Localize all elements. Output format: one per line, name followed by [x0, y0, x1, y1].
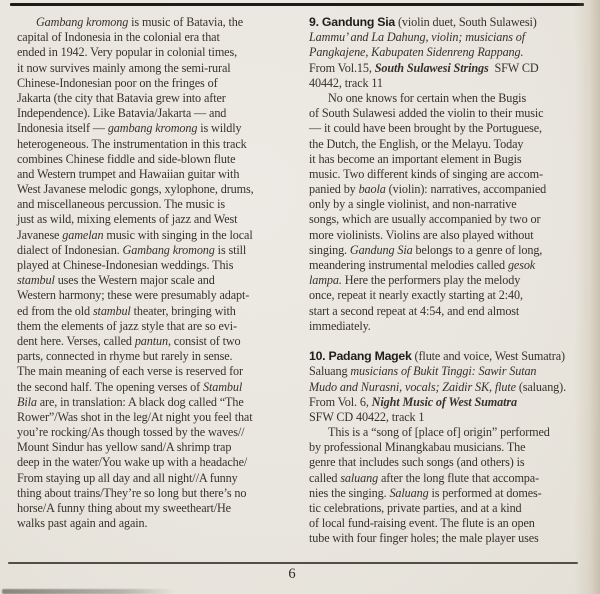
text-run: parts, connected in rhyme but rarely in sense.: [17, 349, 233, 364]
text-line: [309, 228, 597, 243]
text-run: Pangkajene, Kabupaten Sidenreng Rappang.: [309, 45, 524, 60]
text-run: tic celebrations, private parties, and at a kind: [309, 501, 522, 515]
text-run: belongs to a genre of long,: [412, 242, 543, 257]
text-run: — it could have been brought by the Portuguese,: [309, 121, 542, 136]
text-run: gamelan: [62, 227, 104, 242]
text-run: Chinese-Indonesian poor on the fringes of: [17, 75, 218, 90]
text-run: deep in the water/You wake up with a headache/: [17, 455, 248, 470]
text-line: [309, 258, 597, 273]
text-run: of local fund-raising event. The flute is an open: [309, 516, 535, 531]
text-line: [309, 501, 597, 516]
text-line: [17, 516, 289, 531]
text-run: (saluang).: [515, 379, 567, 394]
footer-rule: [8, 562, 578, 564]
text-run: Mount Sindur has yellow sand/A shrimp trap: [17, 440, 232, 455]
text-run: Independence). Like Batavia/Jakarta — and: [17, 106, 227, 121]
text-run: heterogeneous. The instrumentation in this track: [17, 136, 247, 151]
text-run: it has become an important element in Bugis: [309, 151, 522, 166]
text-line: [17, 501, 289, 516]
text-line: [17, 76, 289, 91]
text-run: them the elements of jazz style that are so evi-: [17, 318, 237, 333]
text-line: [17, 395, 289, 410]
text-line: [309, 471, 597, 486]
text-run: Bila: [17, 394, 37, 409]
text-run: This is a “song of [place of] origin” performed: [328, 425, 550, 440]
text-run: played at Chinese-Indonesian weddings. This: [17, 258, 234, 272]
text-line: [309, 243, 597, 258]
page-number: 6: [288, 566, 296, 582]
text-line: [17, 121, 289, 136]
text-run: SFW CD 40422, track 1: [309, 409, 425, 424]
text-run: it now survives mainly among the semi-rural: [17, 60, 231, 75]
text-run: horse/A funny thing about my sweetheart/He: [17, 501, 231, 515]
text-run: nies the singing.: [309, 485, 390, 500]
text-run: Gambang kromong: [36, 15, 129, 29]
text-run: ed from the old: [17, 303, 93, 318]
text-run: are, in translation: A black dog called “The: [36, 394, 244, 409]
text-run: baola: [358, 182, 386, 197]
text-line: [17, 182, 289, 197]
text-run: Here the performers play the melody: [341, 273, 521, 288]
text-line: [309, 212, 597, 227]
text-line: [17, 364, 289, 379]
text-line: [17, 15, 289, 30]
text-run: genre that includes such songs (and others) is: [309, 455, 525, 470]
text-run: combines Chinese fiddle and side-blown flute: [17, 151, 236, 166]
text-line: [309, 91, 597, 106]
text-line: [17, 167, 289, 182]
text-line: [309, 76, 597, 91]
text-line: [17, 212, 289, 227]
text-run: once, repeat it nearly exactly starting at 2:40,: [309, 288, 523, 303]
text-run: is still: [214, 242, 247, 257]
text-run: Night Music of West Sumatra: [371, 394, 517, 409]
text-run: stambul: [17, 273, 55, 288]
text-line: [309, 349, 597, 364]
text-line: [309, 15, 597, 30]
text-line: [309, 440, 597, 455]
text-run: SFW CD: [488, 60, 539, 75]
text-run: Stambul: [202, 379, 243, 394]
text-run: The main meaning of each verse is reserved for: [17, 364, 243, 379]
text-line: [309, 121, 597, 136]
text-run: is wildly: [197, 121, 242, 136]
top-rule: [10, 3, 584, 6]
text-line: [17, 30, 289, 45]
text-line: [309, 364, 597, 379]
text-line: [309, 288, 597, 303]
text-line: [309, 182, 597, 197]
text-run: more violinists. Violins are also played without: [309, 227, 534, 242]
text-run: songs, which are usually accompanied by two or: [309, 212, 541, 227]
text-line: [309, 167, 597, 182]
text-run: Javanese: [17, 227, 63, 242]
blank-line: [309, 334, 597, 349]
text-run: walks past again and again.: [17, 516, 148, 531]
text-run: music with singing in the local: [103, 227, 253, 242]
text-line: [309, 273, 597, 288]
track-heading-text: 10. Padang Magek: [309, 349, 412, 364]
scan-edge-shadow: [2, 589, 174, 594]
text-line: [309, 304, 597, 319]
text-run: of South Sulawesi added the violin to their music: [309, 106, 544, 121]
text-run: the Dutch, the English, or the Melayu. Today: [309, 136, 524, 151]
right-column: [309, 15, 597, 547]
text-line: [309, 455, 597, 470]
text-run: is performed at domes-: [428, 485, 542, 500]
text-run: musicians of Bukit Tinggi: Sawir Sutan: [350, 364, 537, 379]
text-run: From staying up all day and all night//A funny: [17, 470, 238, 485]
text-run: called: [309, 470, 341, 485]
text-line: [17, 45, 289, 60]
text-line: [309, 30, 597, 45]
text-line: [309, 380, 597, 395]
text-line: [17, 106, 289, 121]
text-line: [17, 425, 289, 440]
text-run: and miscellaneous percussion. The music is: [17, 197, 225, 212]
text-run: meandering instrumental melodies called: [309, 258, 508, 272]
text-run: panied by: [309, 182, 359, 197]
text-run: Jakarta (the city that Batavia grew into after: [17, 90, 226, 105]
text-run: Mudo and Nurasni, vocals; Zaidir SK, flute: [309, 379, 516, 394]
text-run: after the long flute that accompa-: [378, 470, 540, 485]
text-run: dent here. Verses, called: [17, 333, 135, 348]
text-run: Gambang kromong: [122, 242, 215, 257]
text-run: only by a single violinist, and non-narrative: [309, 197, 517, 212]
text-run: saluang: [340, 470, 379, 485]
text-line: [17, 455, 289, 470]
text-run: the second half. The opening verses of: [17, 379, 203, 394]
text-run: From Vol.15,: [309, 60, 375, 75]
text-line: [17, 304, 289, 319]
text-run: gambang kromong: [107, 121, 198, 136]
text-line: [309, 106, 597, 121]
text-line: [17, 288, 289, 303]
text-line: [309, 45, 597, 60]
text-line: [309, 395, 597, 410]
text-run: music. Two different kinds of singing are accom-: [309, 166, 543, 181]
text-line: [17, 380, 289, 395]
text-line: [309, 319, 597, 334]
text-run: immediately.: [309, 318, 371, 333]
text-run: uses the Western major scale and: [54, 273, 215, 288]
text-line: [309, 531, 597, 546]
text-run: pantun: [134, 333, 168, 348]
text-run: is music of Batavia, the: [128, 15, 243, 29]
text-run: 40442, track 11: [309, 75, 383, 90]
text-run: tube with four finger holes; the male player uses: [309, 531, 539, 546]
text-run: Saluang: [309, 364, 351, 379]
left-column: [17, 15, 289, 531]
text-line: [17, 137, 289, 152]
text-line: [17, 91, 289, 106]
text-run: (violin duet, South Sulawesi): [395, 15, 537, 29]
text-line: [309, 425, 597, 440]
text-run: (violin): narratives, accompanied: [385, 182, 547, 197]
track-heading-text: 9. Gandung Sia: [309, 15, 396, 29]
text-run: West Javanese melodic gongs, xylophone, drums,: [17, 182, 254, 197]
text-run: South Sulawesi Strings: [374, 60, 489, 75]
text-line: [17, 61, 289, 76]
text-line: [309, 410, 597, 425]
text-line: [17, 197, 289, 212]
text-run: ended in 1942. Very popular in colonial times,: [17, 45, 238, 60]
text-run: (flute and voice, West Sumatra): [411, 349, 565, 364]
text-line: [17, 349, 289, 364]
text-line: [17, 440, 289, 455]
text-run: Gandung Sia: [349, 242, 413, 257]
text-line: [17, 243, 289, 258]
text-line: [17, 471, 289, 486]
text-line: [17, 273, 289, 288]
text-line: [17, 410, 289, 425]
text-line: [309, 152, 597, 167]
text-run: Indonesia itself —: [17, 121, 108, 136]
text-run: and Western trumpet and Hawaiian guitar with: [17, 166, 240, 181]
text-run: No one knows for certain when the Bugis: [328, 90, 527, 105]
text-run: theater, bringing with: [130, 303, 236, 318]
text-line: [17, 319, 289, 334]
text-run: just as wild, mixing elements of jazz and West: [17, 212, 238, 227]
text-run: gesok: [507, 258, 536, 272]
text-line: [309, 486, 597, 501]
text-run: Rower”/Was shot in the leg/At night you feel that: [17, 409, 253, 424]
text-run: From Vol. 6,: [309, 394, 372, 409]
text-line: [17, 152, 289, 167]
text-run: Saluang: [389, 485, 429, 500]
text-run: capital of Indonesia in the colonial era that: [17, 30, 220, 45]
text-line: [309, 61, 597, 76]
text-line: [17, 228, 289, 243]
text-run: stambul: [92, 303, 131, 318]
text-run: Western harmony; these were presumably adapt-: [17, 288, 250, 303]
text-line: [309, 137, 597, 152]
text-run: singing.: [309, 242, 350, 257]
text-run: dialect of Indonesian.: [17, 242, 123, 257]
text-run: lampa.: [309, 273, 342, 288]
text-run: , consist of two: [167, 333, 241, 348]
text-line: [17, 334, 289, 349]
text-line: [309, 516, 597, 531]
text-run: thing about trains/They’re so long but there’s no: [17, 485, 247, 500]
text-run: by professional Minangkabau musicians. The: [309, 440, 526, 455]
text-line: [17, 486, 289, 501]
text-line: [17, 258, 289, 273]
text-run: Lammu’ and La Dahung, violin; musicians of: [309, 30, 526, 45]
text-line: [309, 197, 597, 212]
text-run: you’re rocking/As though tossed by the waves//: [17, 425, 245, 440]
text-run: start a second repeat at 4:54, and end almost: [309, 303, 520, 318]
